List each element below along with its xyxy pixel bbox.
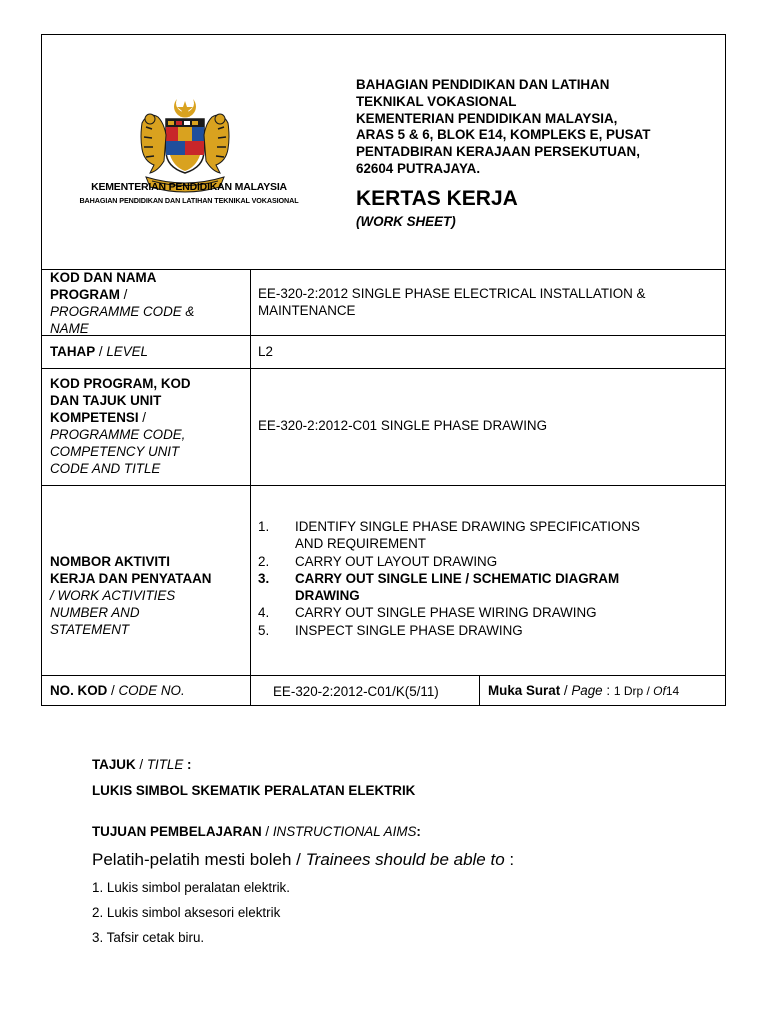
ministry-subtitle: BAHAGIAN PENDIDIKAN DAN LATIHAN TEKNIKAL VOKASIONAL <box>79 196 299 205</box>
address-line: 62604 PUTRAJAYA. <box>356 160 481 176</box>
list-item: 5. INSPECT SINGLE PHASE DRAWING <box>258 622 523 638</box>
document-subtitle: (WORK SHEET) <box>356 214 456 229</box>
program-row <box>42 269 725 336</box>
program-value: EE-320-2:2012 SINGLE PHASE ELECTRICAL INSTALLATION & MAINTENANCE <box>258 286 646 318</box>
worksheet-header <box>42 35 725 270</box>
list-item: 1. Lukis simbol peralatan elektrik. <box>92 880 290 895</box>
address-line: TEKNIKAL VOKASIONAL <box>356 93 517 109</box>
ministry-name: KEMENTERIAN PENDIDIKAN MALAYSIA <box>91 181 287 193</box>
list-item: 1. IDENTIFY SINGLE PHASE DRAWING SPECIFICATIONS AND REQUIREMENT <box>258 519 640 552</box>
address-line: KEMENTERIAN PENDIDIKAN MALAYSIA, <box>356 110 618 126</box>
address-line: PENTADBIRAN KERAJAAN PERSEKUTUAN, <box>356 144 640 160</box>
list-item: 4. CARRY OUT SINGLE PHASE WIRING DRAWING <box>258 605 597 621</box>
page-cell-divider <box>479 676 480 705</box>
program-label: KOD DAN NAMA PROGRAM / PROGRAMME CODE & NAME <box>50 270 195 336</box>
competency-value: EE-320-2:2012-C01 SINGLE PHASE DRAWING <box>258 418 547 433</box>
aims-intro: Pelatih-pelatih mesti boleh / Trainees should be able to : <box>92 850 515 869</box>
activities-list <box>258 518 715 639</box>
title-label: TAJUK / TITLE : <box>92 757 192 772</box>
level-label: TAHAP / LEVEL <box>50 344 149 359</box>
document-title: KERTAS KERJA <box>356 187 518 210</box>
code-row <box>42 676 725 705</box>
list-item: 2. Lukis simbol aksesori elektrik <box>92 905 281 920</box>
worksheet-frame <box>41 34 726 706</box>
list-item: 3. CARRY OUT SINGLE LINE / SCHEMATIC DIAGRAM DRAWING <box>258 570 620 604</box>
competency-label: KOD PROGRAM, KOD DAN TAJUK UNIT KOMPETENSI / PROGRAMME CODE, COMPETENCY UNIT CODE AND TITLE <box>50 376 191 476</box>
address-block <box>356 77 650 178</box>
title-value: LUKIS SIMBOL SKEMATIK PERALATAN ELEKTRIK <box>92 783 416 798</box>
page-info: Muka Surat / Page : 1 Drp / Of14 <box>488 683 680 698</box>
address-line: BAHAGIAN PENDIDIKAN DAN LATIHAN <box>356 77 610 92</box>
code-value: EE-320-2:2012-C01/K(5/11) <box>273 684 439 699</box>
list-item: 3. Tafsir cetak biru. <box>92 930 205 945</box>
activities-label: NOMBOR AKTIVITI KERJA DAN PENYATAAN / WORK ACTIVITIES NUMBER AND STATEMENT <box>50 554 212 637</box>
aims-label: TUJUAN PEMBELAJARAN / INSTRUCTIONAL AIMS: <box>92 824 421 839</box>
list-item: 2. CARRY OUT LAYOUT DRAWING <box>258 553 498 569</box>
competency-row <box>42 369 725 486</box>
address-line: ARAS 5 & 6, BLOK E14, KOMPLEKS E, PUSAT <box>356 127 651 143</box>
level-row <box>42 336 725 369</box>
code-label: NO. KOD / CODE NO. <box>50 683 185 698</box>
activities-row <box>42 486 725 676</box>
level-value: L2 <box>258 344 273 359</box>
